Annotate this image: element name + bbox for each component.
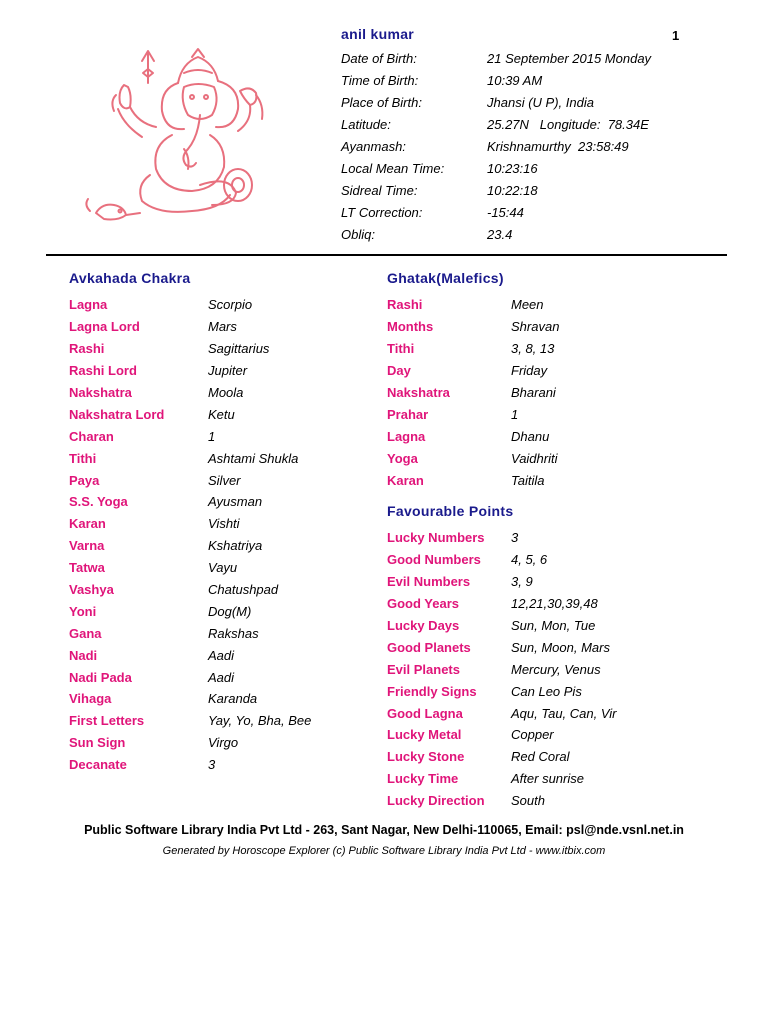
birth-value: 21 September 2015 Monday xyxy=(487,50,652,66)
row-key: Varna xyxy=(69,538,105,554)
row-value: Sagittarius xyxy=(208,341,270,357)
row-value: 3 xyxy=(208,757,216,773)
birth-row-place xyxy=(341,91,721,113)
row-value: Red Coral xyxy=(511,749,570,765)
row-key: Nadi Pada xyxy=(69,669,132,685)
row-key: Lagna Lord xyxy=(69,319,140,335)
table-row xyxy=(387,746,617,768)
row-value: Aadi xyxy=(208,669,235,685)
row-value: Karanda xyxy=(208,691,258,707)
table-row xyxy=(69,294,311,316)
row-value: Silver xyxy=(208,472,241,488)
row-key: First Letters xyxy=(69,713,145,729)
row-key: Months xyxy=(387,319,434,335)
birth-row-obliq xyxy=(341,223,721,245)
row-key: Vashya xyxy=(69,582,114,598)
row-key: Tatwa xyxy=(69,560,105,576)
birth-label: Date of Birth: xyxy=(341,50,417,66)
footer-company-line: Public Software Library India Pvt Ltd - 263, Sant Nagar, New Delhi-110065, Email: psl@nde.vsnl.net.in xyxy=(84,823,684,837)
row-value: Kshatriya xyxy=(208,538,263,554)
row-key: Lucky Stone xyxy=(387,749,465,765)
birth-value: Krishnamurthy 23:58:49 xyxy=(487,138,629,154)
table-row xyxy=(387,425,559,447)
row-key: Lucky Metal xyxy=(387,727,462,743)
row-key: Tithi xyxy=(387,341,415,357)
row-key: Nakshatra xyxy=(387,385,450,400)
page-number: 1 xyxy=(672,28,680,43)
row-key: Vihaga xyxy=(69,691,112,707)
birth-row-date xyxy=(341,47,721,69)
table-row xyxy=(387,382,559,404)
row-value: Sun, Moon, Mars xyxy=(511,639,610,655)
table-row xyxy=(387,571,617,593)
table-row xyxy=(387,403,559,425)
birth-value: Jhansi (U P), India xyxy=(487,94,594,110)
table-row xyxy=(387,724,617,746)
table-row xyxy=(387,469,559,491)
table-row xyxy=(69,425,311,447)
table-row xyxy=(387,790,617,812)
ganesha-logo-icon xyxy=(80,45,275,225)
row-value: Ashtami Shukla xyxy=(208,450,299,466)
row-key: Lagna xyxy=(69,297,108,313)
birth-label: Time of Birth: xyxy=(341,72,419,88)
row-value: Dog(M) xyxy=(208,603,252,619)
row-key: Yoni xyxy=(69,603,97,619)
row-value: Aqu, Tau, Can, Vir xyxy=(511,705,617,721)
table-row xyxy=(387,636,617,658)
row-key: Day xyxy=(387,363,411,379)
row-key: Lucky Direction xyxy=(387,793,485,809)
favourable-title: Favourable Points xyxy=(387,503,514,519)
table-row xyxy=(69,491,311,513)
row-key: Rashi Lord xyxy=(69,363,137,379)
row-value: Rakshas xyxy=(208,625,259,641)
row-value: Virgo xyxy=(208,735,239,751)
table-row xyxy=(69,469,311,491)
row-value: 3 xyxy=(511,530,519,546)
row-value: Friday xyxy=(511,363,548,379)
birth-row-lmt xyxy=(341,157,721,179)
row-key: Karan xyxy=(69,516,106,532)
row-key: Good Years xyxy=(387,596,460,612)
row-value: Scorpio xyxy=(208,297,253,313)
row-value: Mercury, Venus xyxy=(511,661,601,677)
row-value: Jupiter xyxy=(208,363,248,379)
row-key: Rashi xyxy=(387,297,423,313)
row-key: Yoga xyxy=(387,450,418,466)
table-row xyxy=(387,338,559,360)
birth-label: Ayanmash: xyxy=(341,138,406,154)
birth-value: 10:22:18 xyxy=(487,182,538,198)
row-key: Lucky Numbers xyxy=(387,530,485,546)
footer-generated-line: Generated by Horoscope Explorer (c) Public Software Library India Pvt Ltd - www.itbix.com xyxy=(162,845,606,857)
table-row xyxy=(387,360,559,382)
row-value: Ketu xyxy=(208,406,235,422)
row-key: Lucky Days xyxy=(387,618,460,633)
row-value: Vaidhriti xyxy=(511,450,558,466)
row-key: Good Planets xyxy=(387,639,471,655)
row-key: Prahar xyxy=(387,406,429,422)
row-key: Tithi xyxy=(69,450,97,466)
table-row xyxy=(387,447,559,469)
table-row xyxy=(69,403,311,425)
table-row xyxy=(69,360,311,382)
table-row xyxy=(387,768,617,790)
favourable-table xyxy=(387,527,617,812)
row-key: Charan xyxy=(69,428,114,444)
row-value: Sun, Mon, Tue xyxy=(511,618,596,633)
birth-row-sidreal xyxy=(341,179,721,201)
row-key: Good Lagna xyxy=(387,705,463,721)
table-row xyxy=(387,294,559,316)
table-row xyxy=(387,593,617,615)
avkahada-table xyxy=(69,294,311,776)
birth-value: 23.4 xyxy=(487,226,513,242)
row-key: Nakshatra Lord xyxy=(69,406,165,422)
row-key: Nakshatra xyxy=(69,385,132,400)
row-value: Aadi xyxy=(208,647,235,663)
row-value: Taitila xyxy=(511,472,545,488)
birth-label: Place of Birth: xyxy=(341,94,422,110)
birth-row-time xyxy=(341,69,721,91)
table-row xyxy=(387,316,559,338)
birth-label: LT Correction: xyxy=(341,204,423,220)
row-value: Can Leo Pis xyxy=(511,683,582,699)
row-key: Lagna xyxy=(387,428,426,444)
header-divider xyxy=(46,254,727,256)
birth-value: 10:23:16 xyxy=(487,160,538,176)
birth-label: Local Mean Time: xyxy=(341,160,445,176)
table-row xyxy=(387,527,617,549)
row-value: Mars xyxy=(208,319,237,335)
table-row xyxy=(69,622,311,644)
row-key: Rashi xyxy=(69,341,105,357)
row-key: Evil Planets xyxy=(387,661,460,677)
row-key: Evil Numbers xyxy=(387,574,471,590)
table-row xyxy=(69,382,311,404)
table-row xyxy=(69,754,311,776)
row-value: Vishti xyxy=(208,516,240,532)
birth-label: Sidreal Time: xyxy=(341,182,418,198)
birth-details xyxy=(341,47,721,245)
row-key: Nadi xyxy=(69,647,98,663)
table-row xyxy=(69,666,311,688)
birth-row-lt-correction xyxy=(341,201,721,223)
row-key: Friendly Signs xyxy=(387,683,477,699)
row-value: 3, 9 xyxy=(511,574,533,590)
table-row xyxy=(69,513,311,535)
table-row xyxy=(387,615,617,637)
row-key: Paya xyxy=(69,472,100,488)
row-value: 3, 8, 13 xyxy=(511,341,555,357)
ghatak-table xyxy=(387,294,559,491)
row-value: Vayu xyxy=(208,560,238,576)
table-row xyxy=(69,447,311,469)
row-value: 4, 5, 6 xyxy=(511,552,548,568)
row-value: Shravan xyxy=(511,319,560,335)
table-row xyxy=(69,316,311,338)
avkahada-title: Avkahada Chakra xyxy=(69,270,191,286)
row-value: South xyxy=(511,793,545,809)
row-value: Copper xyxy=(511,727,554,743)
table-row xyxy=(69,535,311,557)
birth-label: Latitude: xyxy=(341,116,391,132)
table-row xyxy=(69,732,311,754)
row-value: Yay, Yo, Bha, Bee xyxy=(208,713,312,729)
row-value: Meen xyxy=(511,297,544,313)
birth-row-ayanmash xyxy=(341,135,721,157)
table-row xyxy=(387,702,617,724)
row-key: Lucky Time xyxy=(387,771,459,787)
table-row xyxy=(69,688,311,710)
row-value: Bharani xyxy=(511,385,556,400)
ghatak-title: Ghatak(Malefics) xyxy=(387,270,504,286)
row-key: Decanate xyxy=(69,757,127,773)
birth-row-latitude xyxy=(341,113,721,135)
row-key: Sun Sign xyxy=(69,735,126,751)
table-row xyxy=(387,680,617,702)
birth-value: 10:39 AM xyxy=(487,72,543,88)
row-value: Moola xyxy=(208,385,244,400)
native-name: anil kumar xyxy=(341,26,415,42)
table-row xyxy=(69,644,311,666)
row-value: Chatushpad xyxy=(208,582,279,598)
row-key: Good Numbers xyxy=(387,552,481,568)
row-value: After sunrise xyxy=(511,771,584,787)
table-row xyxy=(69,557,311,579)
table-row xyxy=(69,600,311,622)
table-row xyxy=(387,549,617,571)
row-key: Gana xyxy=(69,625,102,641)
row-value: Ayusman xyxy=(208,494,263,510)
birth-value: -15:44 xyxy=(487,204,524,220)
row-value: 12,21,30,39,48 xyxy=(511,596,598,612)
table-row xyxy=(387,658,617,680)
table-row xyxy=(69,579,311,601)
row-key: Karan xyxy=(387,472,424,488)
birth-value: 25.27N Longitude: 78.34E xyxy=(487,116,649,132)
table-row xyxy=(69,710,311,732)
table-row xyxy=(69,338,311,360)
row-value: 1 xyxy=(208,428,216,444)
row-value: 1 xyxy=(511,406,519,422)
birth-label: Obliq: xyxy=(341,226,375,242)
row-value: Dhanu xyxy=(511,428,550,444)
row-key: S.S. Yoga xyxy=(69,494,128,510)
